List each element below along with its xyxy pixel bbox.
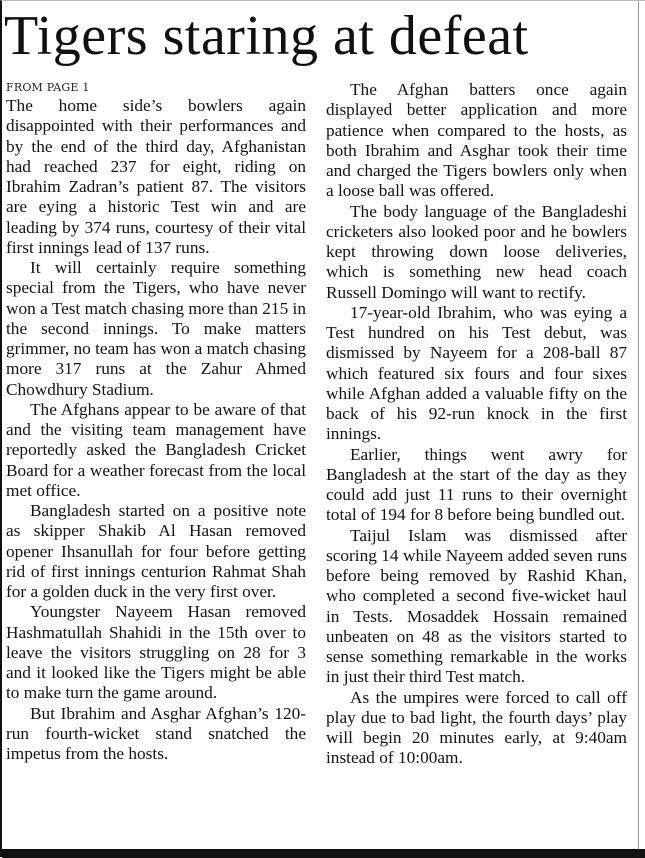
paragraph: 17-year-old Ibrahim, who was eying a Test hundred on his Test debut, was dismissed by Nayeem for a 208-ball 87 which featured six fours and four sixes while Afghan added a valuable fifty on the back of his 92-run knock in the first innings.	[326, 302, 627, 444]
paragraph: The Afghans appear to be aware of that and the visiting team management have reportedly asked the Bangladesh Cricket Board for a weather forecast from the local met office.	[6, 399, 306, 500]
paragraph: Taijul Islam was dismissed after scoring 14 while Nayeem added seven runs before being removed by Rashid Khan, who completed a second five-wicket haul in Tests. Mosaddek Hossain remained unbeaten on 48 as the visitors started to sense something remarkable in the works in just their third Test match.	[326, 525, 627, 687]
paragraph: But Ibrahim and Asghar Afghan’s 120-run fourth-wicket stand snatched the impetus from the hosts.	[6, 703, 306, 763]
article-column-right	[326, 80, 627, 769]
column-rule	[638, 1, 639, 858]
paragraph: Youngster Nayeem Hasan removed Hashmatullah Shahidi in the 15th over to leave the visitors struggling on 28 for 3 and it looked like the Tigers might be able to make turn the game around.	[6, 602, 306, 703]
paragraph: It will certainly require something special from the Tigers, who have never won a Test match chasing more than 215 in the second innings. To make matters grimmer, no team has won a match chasing more 317 runs at the Zahur Ahmed Chowdhury Stadium.	[6, 258, 306, 399]
paragraph: As the umpires were forced to call off play due to bad light, the fourth days’ play will begin 20 minutes early, at 9:40am instead of 10:00am.	[326, 687, 627, 768]
article-column-left	[6, 80, 306, 764]
paragraph: Earlier, things went awry for Bangladesh at the start of the day as they could add just 11 runs to their overnight total of 194 for 8 before being bundled out.	[326, 444, 627, 525]
headline: Tigers staring at defeat	[4, 5, 529, 67]
paragraph: Bangladesh started on a positive note as skipper Shakib Al Hasan removed opener Ihsanullah for four before getting rid of first innings centurion Rahmat Shah for a golden duck in the very first over.	[6, 501, 306, 601]
paragraph: The Afghan batters once again displayed better application and more patience when compared to the hosts, as both Ibrahim and Asghar took their time and charged the Tigers bowlers only when a loose ball was offered.	[326, 80, 627, 201]
paragraph: The home side’s bowlers again disappointed with their performances and by the end of the third day, Afghanistan had reached 237 for eight, riding on Ibrahim Zadran’s patient 87. The visitors are eying a historic Test win and are leading by 374 runs, courtesy of their vital first innings lead of 137 runs.	[6, 96, 306, 257]
paragraph: The body language of the Bangladeshi cricketers also looked poor and he bowlers kept throwing down loose deliveries, which is something new head coach Russell Domingo will want to rectify.	[326, 201, 627, 302]
dateline: FROM PAGE 1	[6, 81, 90, 94]
